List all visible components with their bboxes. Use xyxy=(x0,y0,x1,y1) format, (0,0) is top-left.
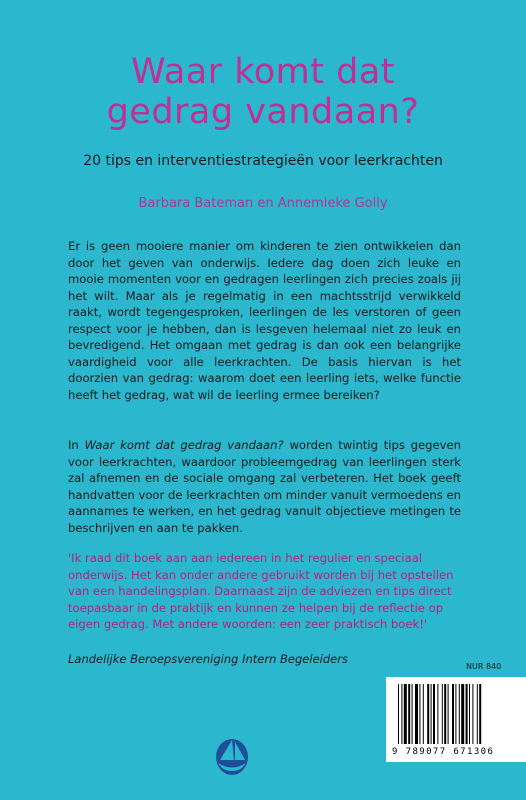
isbn-number: 9 789077 671306 xyxy=(392,747,495,757)
book-authors: Barbara Bateman en Annemieke Golly xyxy=(138,196,388,211)
book-subtitle: 20 tips en interventiestrategieën voor leerkrachten xyxy=(83,153,443,169)
endorsement-quote: 'Ik raad dit boek aan aan iedereen in het regulier en speciaal onderwijs. Het kan onder andere gebruikt worden bij het opstellen van een handelingsplan. Daarnaast zijn de adviezen en tips direct toepasbaar in de praktijk en kunnen ze helpen bij de reflectie op eigen gedrag. Met andere woorden: een zeer praktisch boek!' xyxy=(68,551,454,631)
blurb-paragraph-1: Er is geen mooiere manier om kinderen te zien ontwikkelen dan door het geven van onderwijs. Iedere dag doen zich leuke en mooie momenten voor en gedragen leerlingen zich precies zoals jij het wilt. Maar als je regelmatig in een machtsstrijd verwikkeld raakt, wordt tegengesproken, leerlingen de les verstoren of geen respect voor je hebben, dan is lesgeven helemaal niet zo leuk en bevredigend. Het omgaan met gedrag is dan ook een belangrijke vaardigheid voor alle leerkrachten. De basis hiervan is het doorzien van gedrag: waarom doet een leerling iets, welke functie heeft het gedrag, wat wil de leerling ermee bereiken? xyxy=(68,239,461,402)
paragraph-2-intro: In xyxy=(68,438,85,452)
paragraph-2-book-title: Waar komt dat gedrag vandaan? xyxy=(84,438,284,452)
barcode xyxy=(386,677,526,762)
blurb-paragraph-2 xyxy=(68,437,461,536)
book-title xyxy=(0,52,526,132)
barcode-icon xyxy=(396,684,516,746)
title-line-1: Waar komt dat xyxy=(130,52,396,92)
title-line-2: gedrag vandaan? xyxy=(106,92,420,132)
endorsement-source: Landelijke Beroepsvereniging Intern Begeleiders xyxy=(68,652,348,666)
paragraph-2-rest: worden twintig tips gegeven voor leerkrachten, waardoor probleemgedrag van leerlingen sterk zal afnemen en de sociale omgang zal verbeteren. Het boek geeft handvatten voor de leerkrachten om minder vanuit vermoedens en aannames te werken, en het gedrag vanuit objectieve metingen te beschrijven en aan te pakken. xyxy=(68,438,462,535)
ship-logo-icon xyxy=(212,730,252,778)
nur-code: NUR 840 xyxy=(466,662,502,671)
